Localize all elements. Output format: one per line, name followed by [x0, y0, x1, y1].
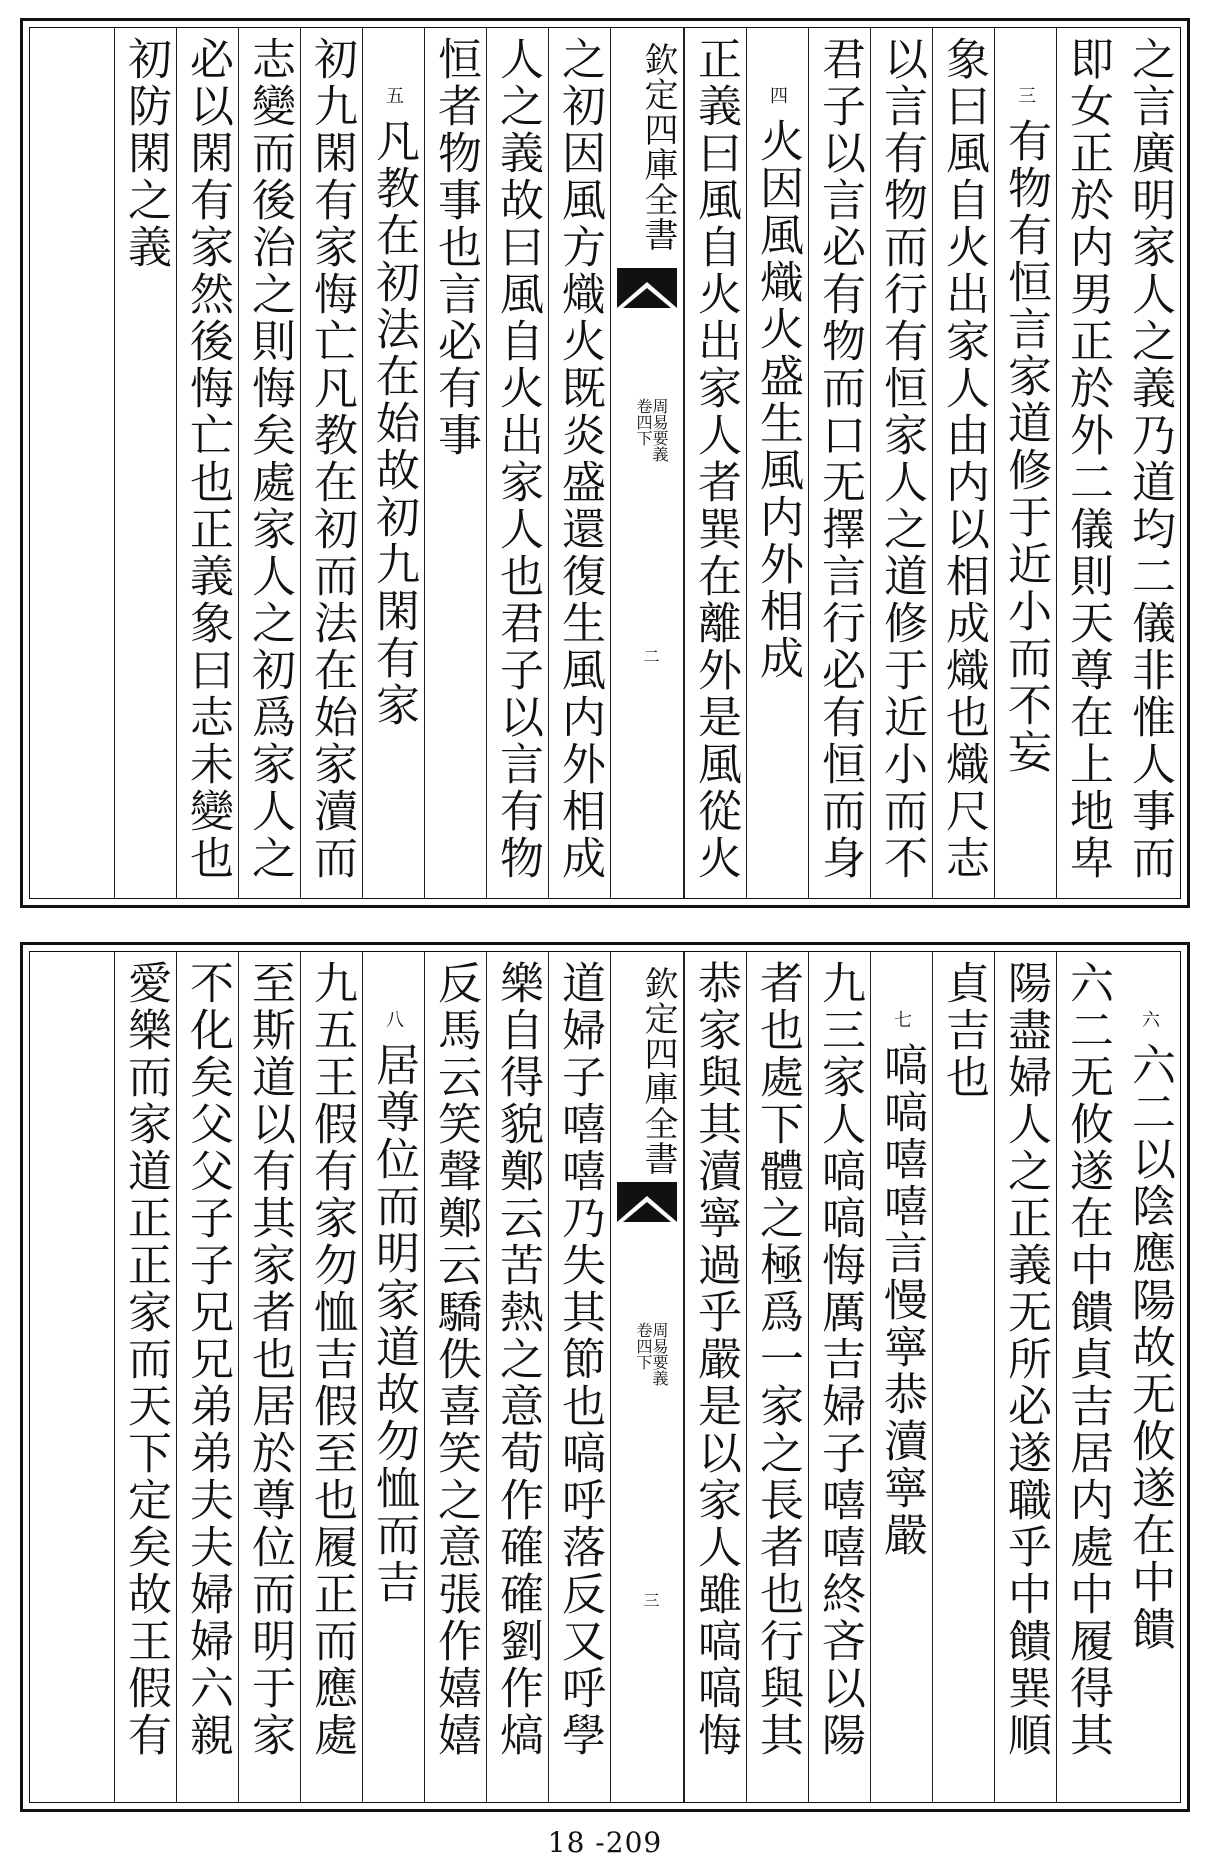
- column-text: 愛樂而家道正正家而天下定矣故王假有: [120, 960, 171, 1759]
- column-text: 之言廣明家人之義乃道均二儀非惟人事而: [1124, 36, 1175, 882]
- section-number: 八: [383, 1010, 404, 1028]
- text-column: [176, 28, 238, 898]
- column-text: 象曰風自火出家人由内以相成熾也熾尺志: [938, 36, 989, 882]
- section-number: 四: [767, 86, 788, 104]
- text-column: [114, 28, 176, 898]
- column-text: 人之義故曰風自火出家人也君子以言有物: [492, 36, 543, 882]
- volume-label: 卷四下: [634, 1322, 653, 1370]
- folio-number: 三: [641, 1592, 660, 1608]
- top-page-inner-frame: [29, 27, 1181, 899]
- text-column: [238, 952, 300, 1802]
- fish-tail-mark-icon: [617, 268, 677, 308]
- text-column: [424, 28, 486, 898]
- column-text: 有物有恒言家道修于近小而不妄: [1000, 118, 1051, 776]
- section-number: 六: [1139, 1010, 1160, 1028]
- column-text: 六二以陰應陽故无攸遂在中饋: [1124, 1042, 1175, 1653]
- section-number: 五: [383, 86, 404, 104]
- folio-number: 二: [641, 648, 660, 664]
- column-text: 九三家人嗃嗃悔厲吉婦子嘻嘻終吝以陽: [814, 960, 865, 1759]
- book-title: 周易要義: [650, 398, 669, 462]
- fish-tail-mark-icon: [617, 1182, 677, 1222]
- column-text: 火因風熾火盛生風内外相成: [752, 118, 803, 682]
- footer-page-number: 18 -209: [547, 1826, 663, 1859]
- center-fold-band: [610, 28, 684, 898]
- column-text: 樂自得貌鄭云苦熱之意荀作確確劉作熇: [492, 960, 543, 1759]
- column-text: 恒者物事也言必有事: [430, 36, 481, 459]
- text-column: [808, 952, 870, 1802]
- column-text: 者也處下體之極爲一家之長者也行與其: [752, 960, 803, 1759]
- volume-label: 卷四下: [634, 398, 653, 446]
- column-text: 志變而後治之則悔矣處家人之初爲家人之: [244, 36, 295, 882]
- center-fold-band: [610, 952, 684, 1802]
- column-text: 不化矣父父子子兄兄弟弟夫夫婦婦六親: [182, 960, 233, 1759]
- column-text: 嗃嗃嘻嘻言慢寧恭瀆寧嚴: [876, 1042, 927, 1559]
- text-column: [746, 28, 808, 898]
- text-column: [994, 28, 1056, 898]
- text-column: [362, 28, 424, 898]
- text-column: [932, 952, 994, 1802]
- text-column: [486, 952, 548, 1802]
- column-text: 即女正於内男正於外二儀則天尊在上地卑: [1062, 36, 1113, 882]
- text-column: [1118, 28, 1180, 898]
- library-title: 欽定四庫全書: [638, 42, 678, 252]
- column-text: 必以閑有家然後悔亡也正義象曰志未變也: [182, 36, 233, 882]
- library-title: 欽定四庫全書: [638, 966, 678, 1176]
- column-text: 以言有物而行有恒家人之道修于近小而不: [876, 36, 927, 882]
- text-column: [808, 28, 870, 898]
- top-page: [20, 18, 1190, 908]
- column-text: 至斯道以有其家者也居於尊位而明于家: [244, 960, 295, 1759]
- column-text: 初九閑有家悔亡凡教在初而法在始家瀆而: [306, 36, 357, 882]
- text-column: [300, 952, 362, 1802]
- text-column: [932, 28, 994, 898]
- column-text: 初防閑之義: [120, 36, 171, 271]
- bottom-page: [20, 942, 1190, 1812]
- text-column: [1056, 28, 1118, 898]
- text-column: [1118, 952, 1180, 1802]
- text-column: [684, 28, 746, 898]
- column-text: 陽盡婦人之正義无所必遂職乎中饋巽順: [1000, 960, 1051, 1759]
- text-column: [238, 28, 300, 898]
- column-text: 道婦子嘻嘻乃失其節也嗃呼落反又呼學: [554, 960, 605, 1759]
- section-number: 三: [1015, 86, 1036, 104]
- bottom-page-inner-frame: [29, 951, 1181, 1803]
- column-text: 凡教在初法在始故初九閑有家: [368, 118, 419, 729]
- text-column: [870, 952, 932, 1802]
- column-text: 君子以言必有物而口无擇言行必有恒而身: [814, 36, 865, 882]
- column-text: 居尊位而明家道故勿恤而吉: [368, 1042, 419, 1606]
- text-column: [994, 952, 1056, 1802]
- section-number: 七: [891, 1010, 912, 1028]
- book-title: 周易要義: [650, 1322, 669, 1386]
- column-text: 九五王假有家勿恤吉假至也履正而應處: [306, 960, 357, 1759]
- text-column: [176, 952, 238, 1802]
- text-column: [486, 28, 548, 898]
- text-column: [870, 28, 932, 898]
- text-column: [114, 952, 176, 1802]
- column-text: 六二无攸遂在中饋貞吉居内處中履得其: [1062, 960, 1113, 1759]
- text-column: [548, 28, 610, 898]
- text-column: [548, 952, 610, 1802]
- column-text: 恭家與其瀆寧過乎嚴是以家人雖嗃嗃悔: [690, 960, 741, 1759]
- text-column: [424, 952, 486, 1802]
- text-column: [300, 28, 362, 898]
- column-text: 之初因風方熾火既炎盛還復生風内外相成: [554, 36, 605, 882]
- column-text: 反馬云笑聲鄭云驕佚喜笑之意張作嬉嬉: [430, 960, 481, 1759]
- text-column: [1056, 952, 1118, 1802]
- text-column: [684, 952, 746, 1802]
- column-text: 貞吉也: [938, 960, 989, 1101]
- text-column: [746, 952, 808, 1802]
- column-text: 正義曰風自火出家人者巽在離外是風從火: [690, 36, 741, 882]
- text-column: [362, 952, 424, 1802]
